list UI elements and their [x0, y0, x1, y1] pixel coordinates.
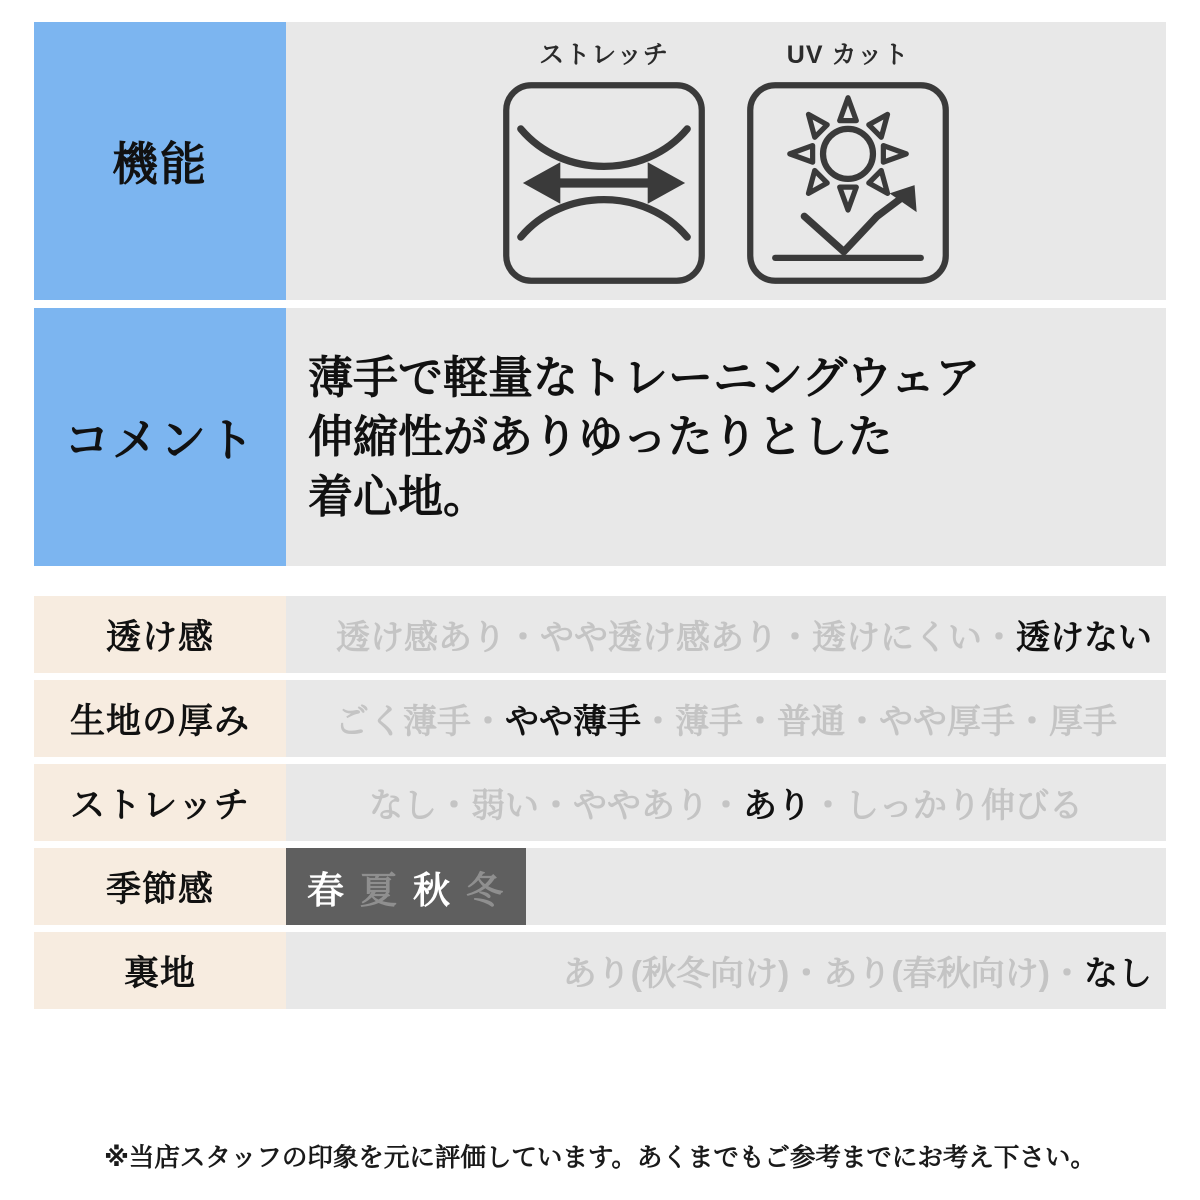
option-separator: ・ [437, 787, 471, 825]
footnote: ※当店スタッフの印象を元に評価しています。あくまでもご参考までにお考え下さい。 [104, 1144, 1096, 1172]
option-selected: なし [1084, 955, 1152, 993]
option: やや厚手 [879, 703, 1015, 741]
option-separator: ・ [641, 703, 675, 741]
comment-line: 着心地。 [308, 470, 489, 522]
option: 弱い [471, 787, 539, 825]
attribute-label: ストレッチ [34, 764, 286, 841]
comment-row [34, 308, 1166, 566]
season-item-off: 冬 [466, 869, 505, 911]
function-icons [286, 35, 1166, 287]
option: 薄手 [675, 703, 743, 741]
season-box [286, 848, 526, 925]
option: しっかり伸びる [845, 787, 1083, 825]
attribute-table [34, 596, 1166, 1009]
option-separator: ・ [1050, 955, 1084, 993]
attribute-row-transparency [34, 596, 1166, 673]
attribute-row-season [34, 848, 1166, 925]
option: 普通 [777, 703, 845, 741]
stretch-icon [500, 79, 708, 287]
option-separator: ・ [506, 619, 540, 657]
option: あり(秋冬向け) [562, 955, 790, 993]
uv-cut-icon-caption: UV カット [786, 41, 910, 69]
option-selected: あり [743, 787, 811, 825]
attribute-values [286, 596, 1166, 673]
attribute-label: 裏地 [34, 932, 286, 1009]
stretch-icon-block [500, 35, 708, 287]
function-row-body [286, 22, 1166, 300]
comment-line: 伸縮性がありゆったりとした [308, 411, 893, 463]
option-separator: ・ [778, 619, 812, 657]
uv-cut-icon-block [744, 35, 952, 287]
option-separator: ・ [743, 703, 777, 741]
option-selected: やや薄手 [505, 703, 641, 741]
option-selected: 透けない [1016, 619, 1152, 657]
season-item-off: 夏 [360, 869, 399, 911]
option: 透け感あり [336, 619, 506, 657]
comment-text [286, 348, 1166, 526]
option: あり(春秋向け) [823, 955, 1050, 993]
season-item-on: 秋 [413, 869, 452, 911]
option: やや透け感あり [540, 619, 778, 657]
option-separator: ・ [789, 955, 824, 993]
comment-row-body [286, 308, 1166, 566]
attribute-label: 季節感 [34, 848, 286, 925]
uv-cut-icon [744, 79, 952, 287]
attribute-values [286, 680, 1166, 757]
option: 透けにくい [812, 619, 982, 657]
option-separator: ・ [709, 787, 743, 825]
attribute-row-stretch [34, 764, 1166, 841]
option-separator: ・ [1015, 703, 1049, 741]
attribute-values [286, 764, 1166, 841]
season-values [286, 848, 1166, 925]
option: ややあり [573, 787, 709, 825]
option-separator: ・ [982, 619, 1016, 657]
option: 厚手 [1049, 703, 1117, 741]
option-separator: ・ [471, 703, 505, 741]
attribute-values [286, 932, 1166, 1009]
option: なし [369, 787, 437, 825]
function-row-label: 機能 [34, 22, 286, 300]
option-separator: ・ [845, 703, 879, 741]
stretch-icon-caption: ストレッチ [539, 41, 669, 69]
attribute-label: 生地の厚み [34, 680, 286, 757]
option-separator: ・ [539, 787, 573, 825]
attribute-label: 透け感 [34, 596, 286, 673]
attribute-row-thickness [34, 680, 1166, 757]
option-separator: ・ [811, 787, 845, 825]
comment-line: 薄手で軽量なトレーニングウェア [308, 351, 981, 403]
function-row [34, 22, 1166, 300]
attribute-row-lining [34, 932, 1166, 1009]
comment-row-label: コメント [34, 308, 286, 566]
option: ごく薄手 [335, 703, 471, 741]
season-item-on: 春 [307, 869, 346, 911]
